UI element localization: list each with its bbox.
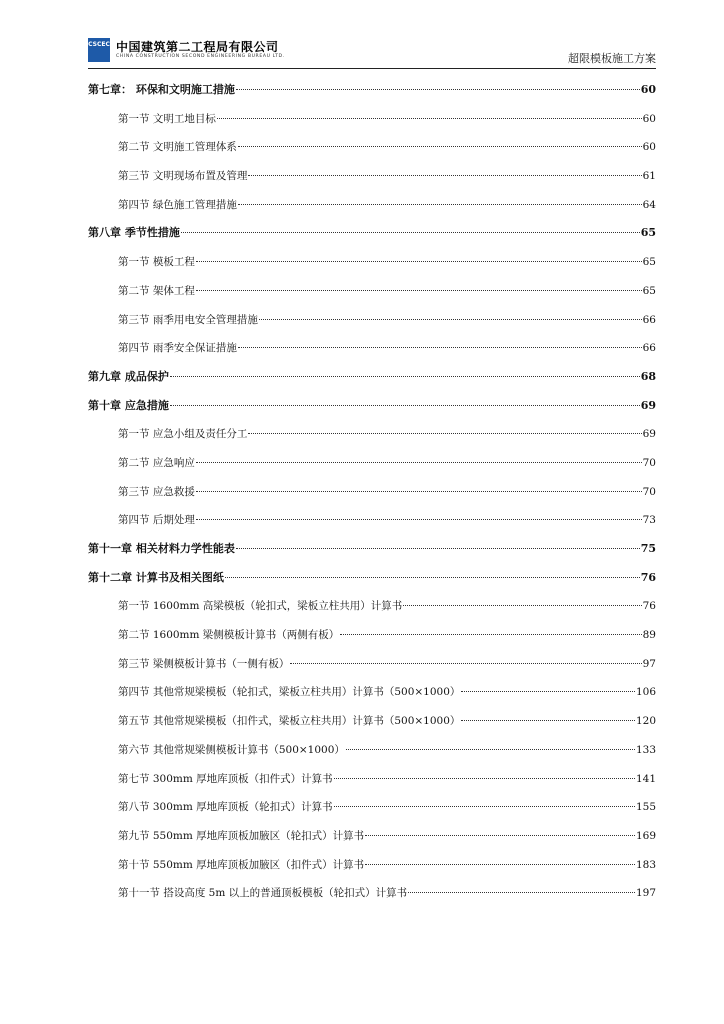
toc-entry-label: 第二节 文明施工管理体系 [118,141,237,154]
toc-entry-label: 第三节 应急救援 [118,485,195,498]
dot-leader [461,691,635,692]
toc-section-entry[interactable] [88,248,656,277]
toc-entry-label: 第九章 成品保护 [88,369,169,383]
toc-chapter-entry[interactable] [88,76,656,105]
toc-entry-label: 第十节 550mm 厚地库顶板加腋区（扣件式）计算书 [118,858,365,871]
toc-entry-label: 第一节 文明工地目标 [118,112,216,125]
toc-page-number: 76 [640,570,656,584]
document-title: 超限模板施工方案 [568,52,656,65]
toc-entry-label: 第十章 应急措施 [88,398,169,412]
dot-leader [259,319,642,320]
toc-page-number: 89 [642,629,656,642]
toc-page-number: 73 [642,514,656,527]
toc-page-number: 70 [642,485,656,498]
toc-chapter-entry[interactable] [88,363,656,392]
dot-leader [196,261,642,262]
dot-leader [334,778,635,779]
toc-entry-label: 第四节 后期处理 [118,514,195,527]
toc-section-entry[interactable] [88,822,656,851]
toc-page-number: 65 [642,284,656,297]
toc-section-entry[interactable] [88,621,656,650]
dot-leader [461,720,635,721]
toc-section-entry[interactable] [88,650,656,679]
toc-section-entry[interactable] [88,162,656,191]
toc-section-entry[interactable] [88,678,656,707]
toc-section-entry[interactable] [88,334,656,363]
toc-entry-label: 第二节 1600mm 梁侧模板计算书（两侧有板） [118,629,340,642]
toc-entry-label: 第七节 300mm 厚地库顶板（扣件式）计算书 [118,772,333,785]
toc-page-number: 65 [642,256,656,269]
toc-chapter-entry[interactable] [88,219,656,248]
toc-entry-label: 第一节 应急小组及责任分工 [118,428,248,441]
dot-leader [403,605,641,606]
toc-page-number: 169 [635,829,656,842]
toc-page-number: 133 [635,743,656,756]
dot-leader [196,519,642,520]
toc-entry-label: 第一节 1600mm 高梁模板（轮扣式，梁板立柱共用）计算书 [118,600,403,613]
toc-section-entry[interactable] [88,105,656,134]
toc-section-entry[interactable] [88,765,656,794]
toc-entry-label: 第十一节 搭设高度 5m 以上的普通顶板模板（轮扣式）计算书 [118,887,408,900]
toc-entry-label: 第八章 季节性措施 [88,226,180,240]
dot-leader [196,491,642,492]
toc-page-number: 70 [642,456,656,469]
toc-page-number: 183 [635,858,656,871]
toc-chapter-entry[interactable] [88,564,656,593]
toc-page-number: 65 [640,226,656,240]
table-of-contents [88,76,656,908]
toc-entry-label: 第五节 其他常规梁模板（扣件式，梁板立柱共用）计算书（500×1000） [118,715,461,728]
toc-section-entry[interactable] [88,736,656,765]
toc-page-number: 155 [635,801,656,814]
toc-section-entry[interactable] [88,478,656,507]
logo-mark: CSCEC [88,41,110,48]
toc-section-entry[interactable] [88,306,656,335]
toc-section-entry[interactable] [88,277,656,306]
dot-leader [170,376,640,377]
toc-page-number: 60 [640,83,656,96]
dot-leader [238,347,642,348]
toc-section-entry[interactable] [88,592,656,621]
toc-entry-label: 第八节 300mm 厚地库顶板（轮扣式）计算书 [118,801,333,814]
dot-leader [196,462,642,463]
toc-page-number: 76 [642,600,656,613]
company-logo [88,38,110,62]
toc-page-number: 66 [642,342,656,355]
toc-page-number: 69 [640,398,656,412]
toc-page-number: 69 [642,428,656,441]
toc-page-number: 106 [635,686,656,699]
toc-entry-label: 第九节 550mm 厚地库顶板加腋区（轮扣式）计算书 [118,829,365,842]
toc-entry-label: 第三节 雨季用电安全管理措施 [118,313,258,326]
toc-page-number: 68 [640,369,656,383]
toc-section-entry[interactable] [88,133,656,162]
toc-entry-label: 第三节 文明现场布置及管理 [118,170,248,183]
toc-section-entry[interactable] [88,420,656,449]
dot-leader [236,548,640,549]
toc-entry-label: 第六节 其他常规梁侧模板计算书（500×1000） [118,743,345,756]
dot-leader [340,634,641,635]
toc-page-number: 141 [635,772,656,785]
toc-entry-label: 第十二章 计算书及相关图纸 [88,570,224,584]
dot-leader [365,864,635,865]
dot-leader [225,577,640,578]
toc-entry-label: 第七章： 环保和文明施工措施 [88,83,235,96]
toc-entry-label: 第二节 架体工程 [118,284,195,297]
toc-page-number: 66 [642,313,656,326]
toc-entry-label: 第四节 雨季安全保证措施 [118,342,237,355]
dot-leader [170,405,640,406]
toc-section-entry[interactable] [88,506,656,535]
toc-entry-label: 第二节 应急响应 [118,456,195,469]
toc-section-entry[interactable] [88,191,656,220]
page-header [88,36,656,69]
toc-chapter-entry[interactable] [88,535,656,564]
dot-leader [238,146,642,147]
dot-leader [217,118,642,119]
toc-section-entry[interactable] [88,793,656,822]
dot-leader [248,433,641,434]
dot-leader [236,89,640,90]
toc-page-number: 120 [635,715,656,728]
toc-section-entry[interactable] [88,707,656,736]
toc-chapter-entry[interactable] [88,392,656,421]
toc-entry-label: 第四节 其他常规梁模板（轮扣式，梁板立柱共用）计算书（500×1000） [118,686,461,699]
toc-page-number: 60 [642,141,656,154]
dot-leader [408,892,635,893]
dot-leader [346,749,635,750]
toc-page-number: 75 [640,542,656,555]
dot-leader [238,204,642,205]
toc-section-entry[interactable] [88,879,656,908]
dot-leader [334,806,635,807]
toc-section-entry[interactable] [88,449,656,478]
toc-page-number: 97 [642,657,656,670]
toc-page-number: 60 [642,112,656,125]
company-name-en: CHINA CONSTRUCTION SECOND ENGINEERING BUREAU LTD. [116,54,285,59]
company-name-cn: 中国建筑第二工程局有限公司 [116,40,279,54]
toc-entry-label: 第十一章 相关材料力学性能表 [88,542,235,555]
toc-page-number: 64 [642,198,656,211]
dot-leader [181,232,640,233]
toc-entry-label: 第三节 梁侧模板计算书（一侧有板） [118,657,290,670]
dot-leader [248,175,641,176]
toc-section-entry[interactable] [88,851,656,880]
dot-leader [290,663,641,664]
toc-page-number: 61 [642,170,656,183]
dot-leader [196,290,642,291]
toc-page-number: 197 [635,887,656,900]
dot-leader [365,835,635,836]
toc-entry-label: 第四节 绿色施工管理措施 [118,198,237,211]
toc-entry-label: 第一节 模板工程 [118,256,195,269]
